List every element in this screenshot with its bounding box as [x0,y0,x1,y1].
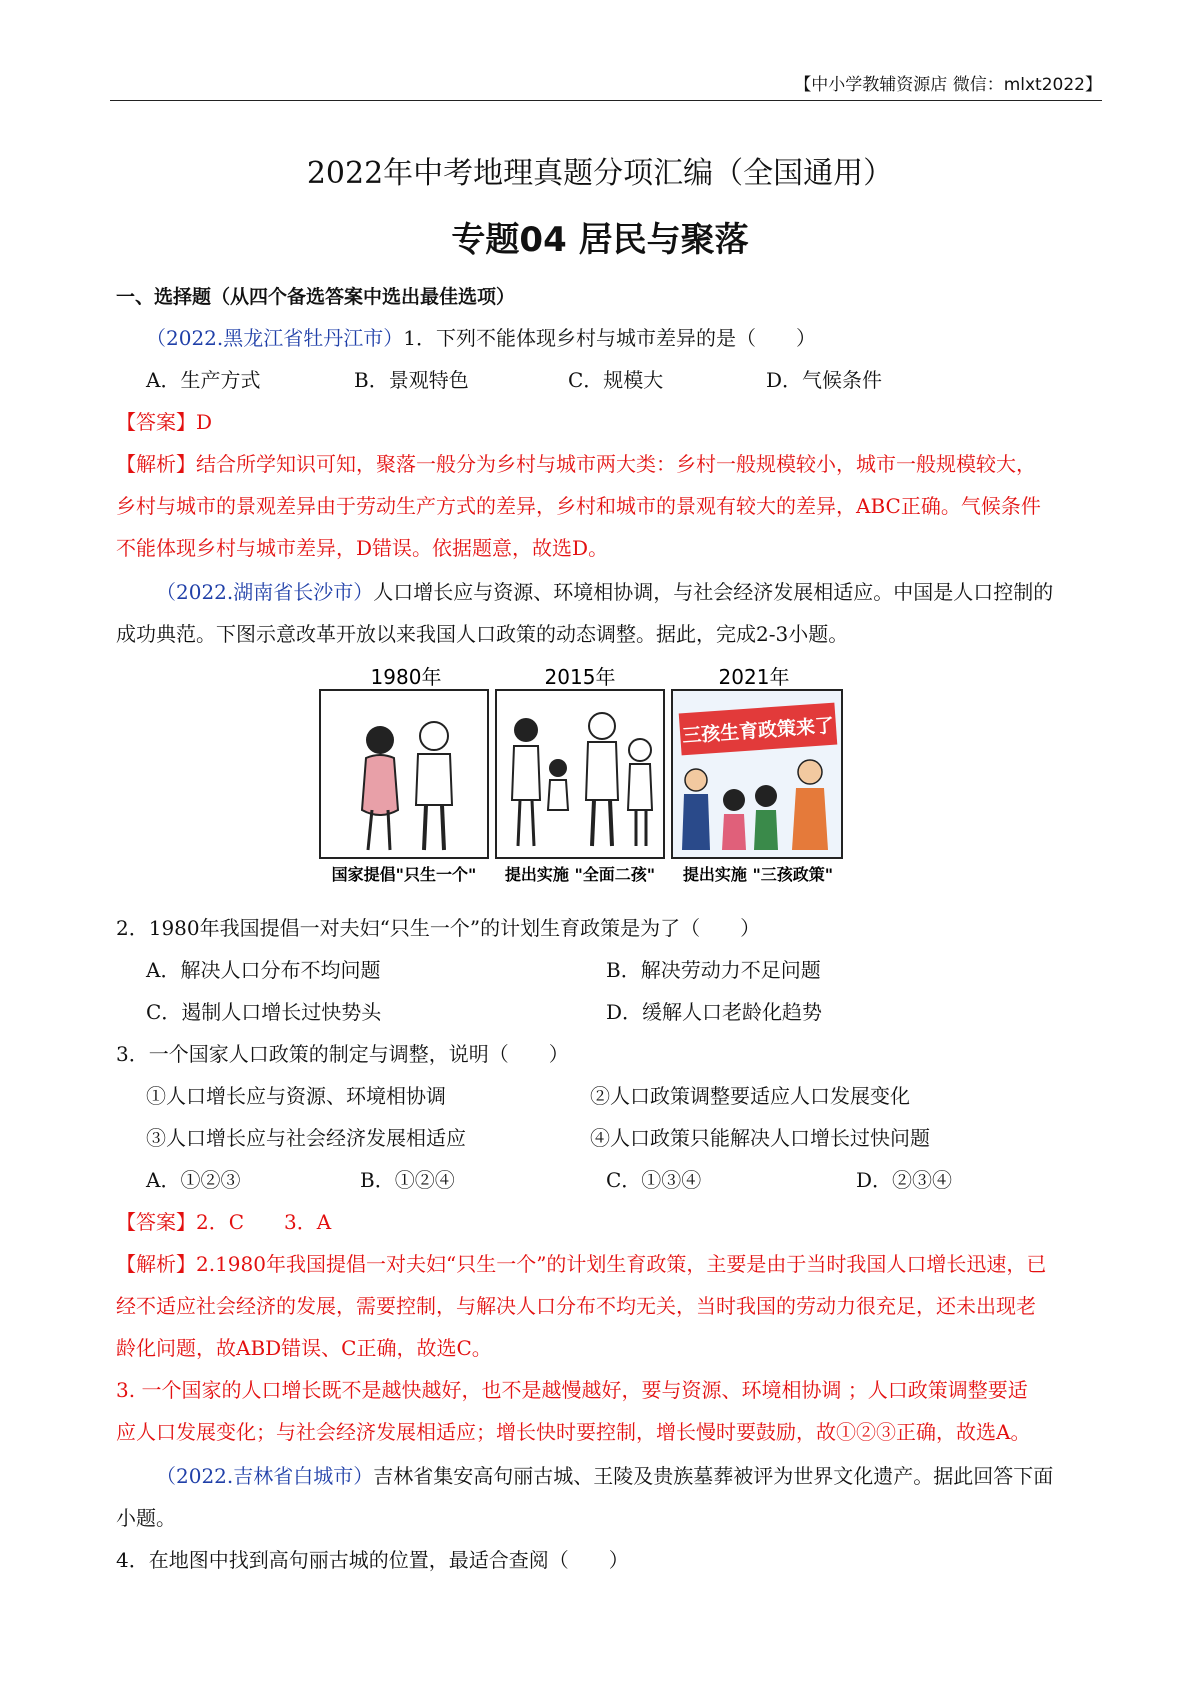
q1-answer: 【答案】D [116,410,213,434]
q23-answer: 【答案】2．C 3．A [116,1210,332,1234]
q1-analysis-line1 [116,448,1036,477]
group4-intro-text1: 吉林省集安高句丽古城、王陵及贵族墓葬被评为世界文化遗产。据此回答下面 [373,1464,1054,1488]
panel-1980-caption: 国家提倡"只生一个" [331,865,477,884]
panel-2021-caption: 提出实施 "三孩政策" [682,865,834,884]
q23-analysis-label: 【解析】 [116,1252,196,1276]
page-title: 2022年中考地理真题分项汇编（全国通用） [306,156,894,191]
q1-analysis-text1: 结合所学知识可知，聚落一般分为乡村与城市两大类：乡村一般规模较小，城市一般规模较大， [196,452,1036,476]
group2-intro-text1: 人口增长应与资源、环境相协调，与社会经济发展相适应。中国是人口控制的 [373,580,1054,604]
q23-analysis-text1: 2.1980年我国提倡一对夫妇“只生一个”的计划生育政策，主要是由于当时我国人口增长迅速，已 [196,1252,1047,1276]
population-policy-figure [318,660,886,886]
q3-statement-3: ③人口增长应与社会经济发展相适应 [146,1126,466,1150]
q23-analysis-line1 [116,1248,1046,1277]
q1-option-d: D．气候条件 [766,368,883,392]
page-header [110,64,1102,101]
group2-source: （2022.湖南省长沙市） [156,580,374,604]
q3-option-d: D．②③④ [856,1168,953,1192]
q1-option-b: B．景观特色 [354,368,469,392]
q2-option-a: A．解决人口分布不均问题 [146,958,381,982]
q4-stem: 4．在地图中找到高句丽古城的位置，最适合查阅（ ） [116,1548,629,1572]
q2-stem: 2．1980年我国提倡一对夫妇“只生一个”的计划生育政策是为了（ ） [116,916,761,940]
section-heading: 一、选择题（从四个备选答案中选出最佳选项） [116,286,516,308]
q3-statement-4: ④人口政策只能解决人口增长过快问题 [590,1126,930,1150]
q1-analysis-label: 【解析】 [116,452,196,476]
policy-banner-text: 三孩生育政策来了 [681,714,835,748]
question-1 [146,322,816,351]
q3-analysis-line2: 应人口发展变化；与社会经济发展相适应；增长快时要控制，增长慢时要鼓励，故①②③正确，故选A。 [116,1420,1031,1444]
page-subtitle: 专题04 居民与聚落 [451,220,749,260]
panel-2021-year: 2021年 [718,665,790,689]
q23-analysis-line3: 龄化问题，故ABD错误、C正确，故选C。 [116,1336,492,1360]
q3-option-c: C．①③④ [606,1168,702,1192]
q3-statement-2: ②人口政策调整要适应人口发展变化 [590,1084,910,1108]
panel-1980-frame [320,690,488,858]
q2-option-c: C．遏制人口增长过快势头 [146,1000,382,1024]
q2-option-d: D．缓解人口老龄化趋势 [606,1000,823,1024]
group4-intro-line2: 小题。 [116,1506,176,1530]
q3-analysis-line1: 3. 一个国家的人口增长既不是越快越好，也不是越慢越好，要与资源、环境相协调 ；人口政策调整要适 [116,1378,1028,1402]
q1-analysis-line2: 乡村与城市的景观差异由于劳动生产方式的差异，乡村和城市的景观有较大的差异，ABC正确。气候条件 [116,494,1041,518]
panel-2015 [496,665,664,884]
panel-2021 [672,665,842,884]
q3-stem: 3．一个国家人口政策的制定与调整，说明（ ） [116,1042,569,1066]
q2-option-b: B．解决劳动力不足问题 [606,958,821,982]
panel-2015-caption: 提出实施 "全面二孩" [504,865,656,884]
q1-option-a: A．生产方式 [146,368,261,392]
panel-1980 [320,665,488,884]
q1-option-c: C．规模大 [568,368,664,392]
header-text: 【中小学教辅资源店 微信：mlxt2022】 [794,75,1102,95]
group2-intro-line2: 成功典范。下图示意改革开放以来我国人口政策的动态调整。据此，完成2-3小题。 [116,622,849,646]
q1-analysis-line3: 不能体现乡村与城市差异，D错误。依据题意，故选D。 [116,536,609,560]
q1-stem: 1．下列不能体现乡村与城市差异的是（ ） [403,326,816,350]
group2-intro-line1 [156,576,1053,605]
panel-1980-year: 1980年 [370,665,442,689]
panel-2015-year: 2015年 [544,665,616,689]
q23-analysis-line2: 经不适应社会经济的发展，需要控制，与解决人口分布不均无关，当时我国的劳动力很充足，还未出现老 [116,1294,1036,1318]
group4-intro-line1 [156,1460,1053,1489]
q3-option-a: A．①②③ [146,1168,241,1192]
q3-statement-1: ①人口增长应与资源、环境相协调 [146,1084,446,1108]
group4-source: （2022.吉林省白城市） [156,1464,374,1488]
q3-option-b: B．①②④ [360,1168,455,1192]
q1-source: （2022.黑龙江省牡丹江市） [146,326,404,350]
